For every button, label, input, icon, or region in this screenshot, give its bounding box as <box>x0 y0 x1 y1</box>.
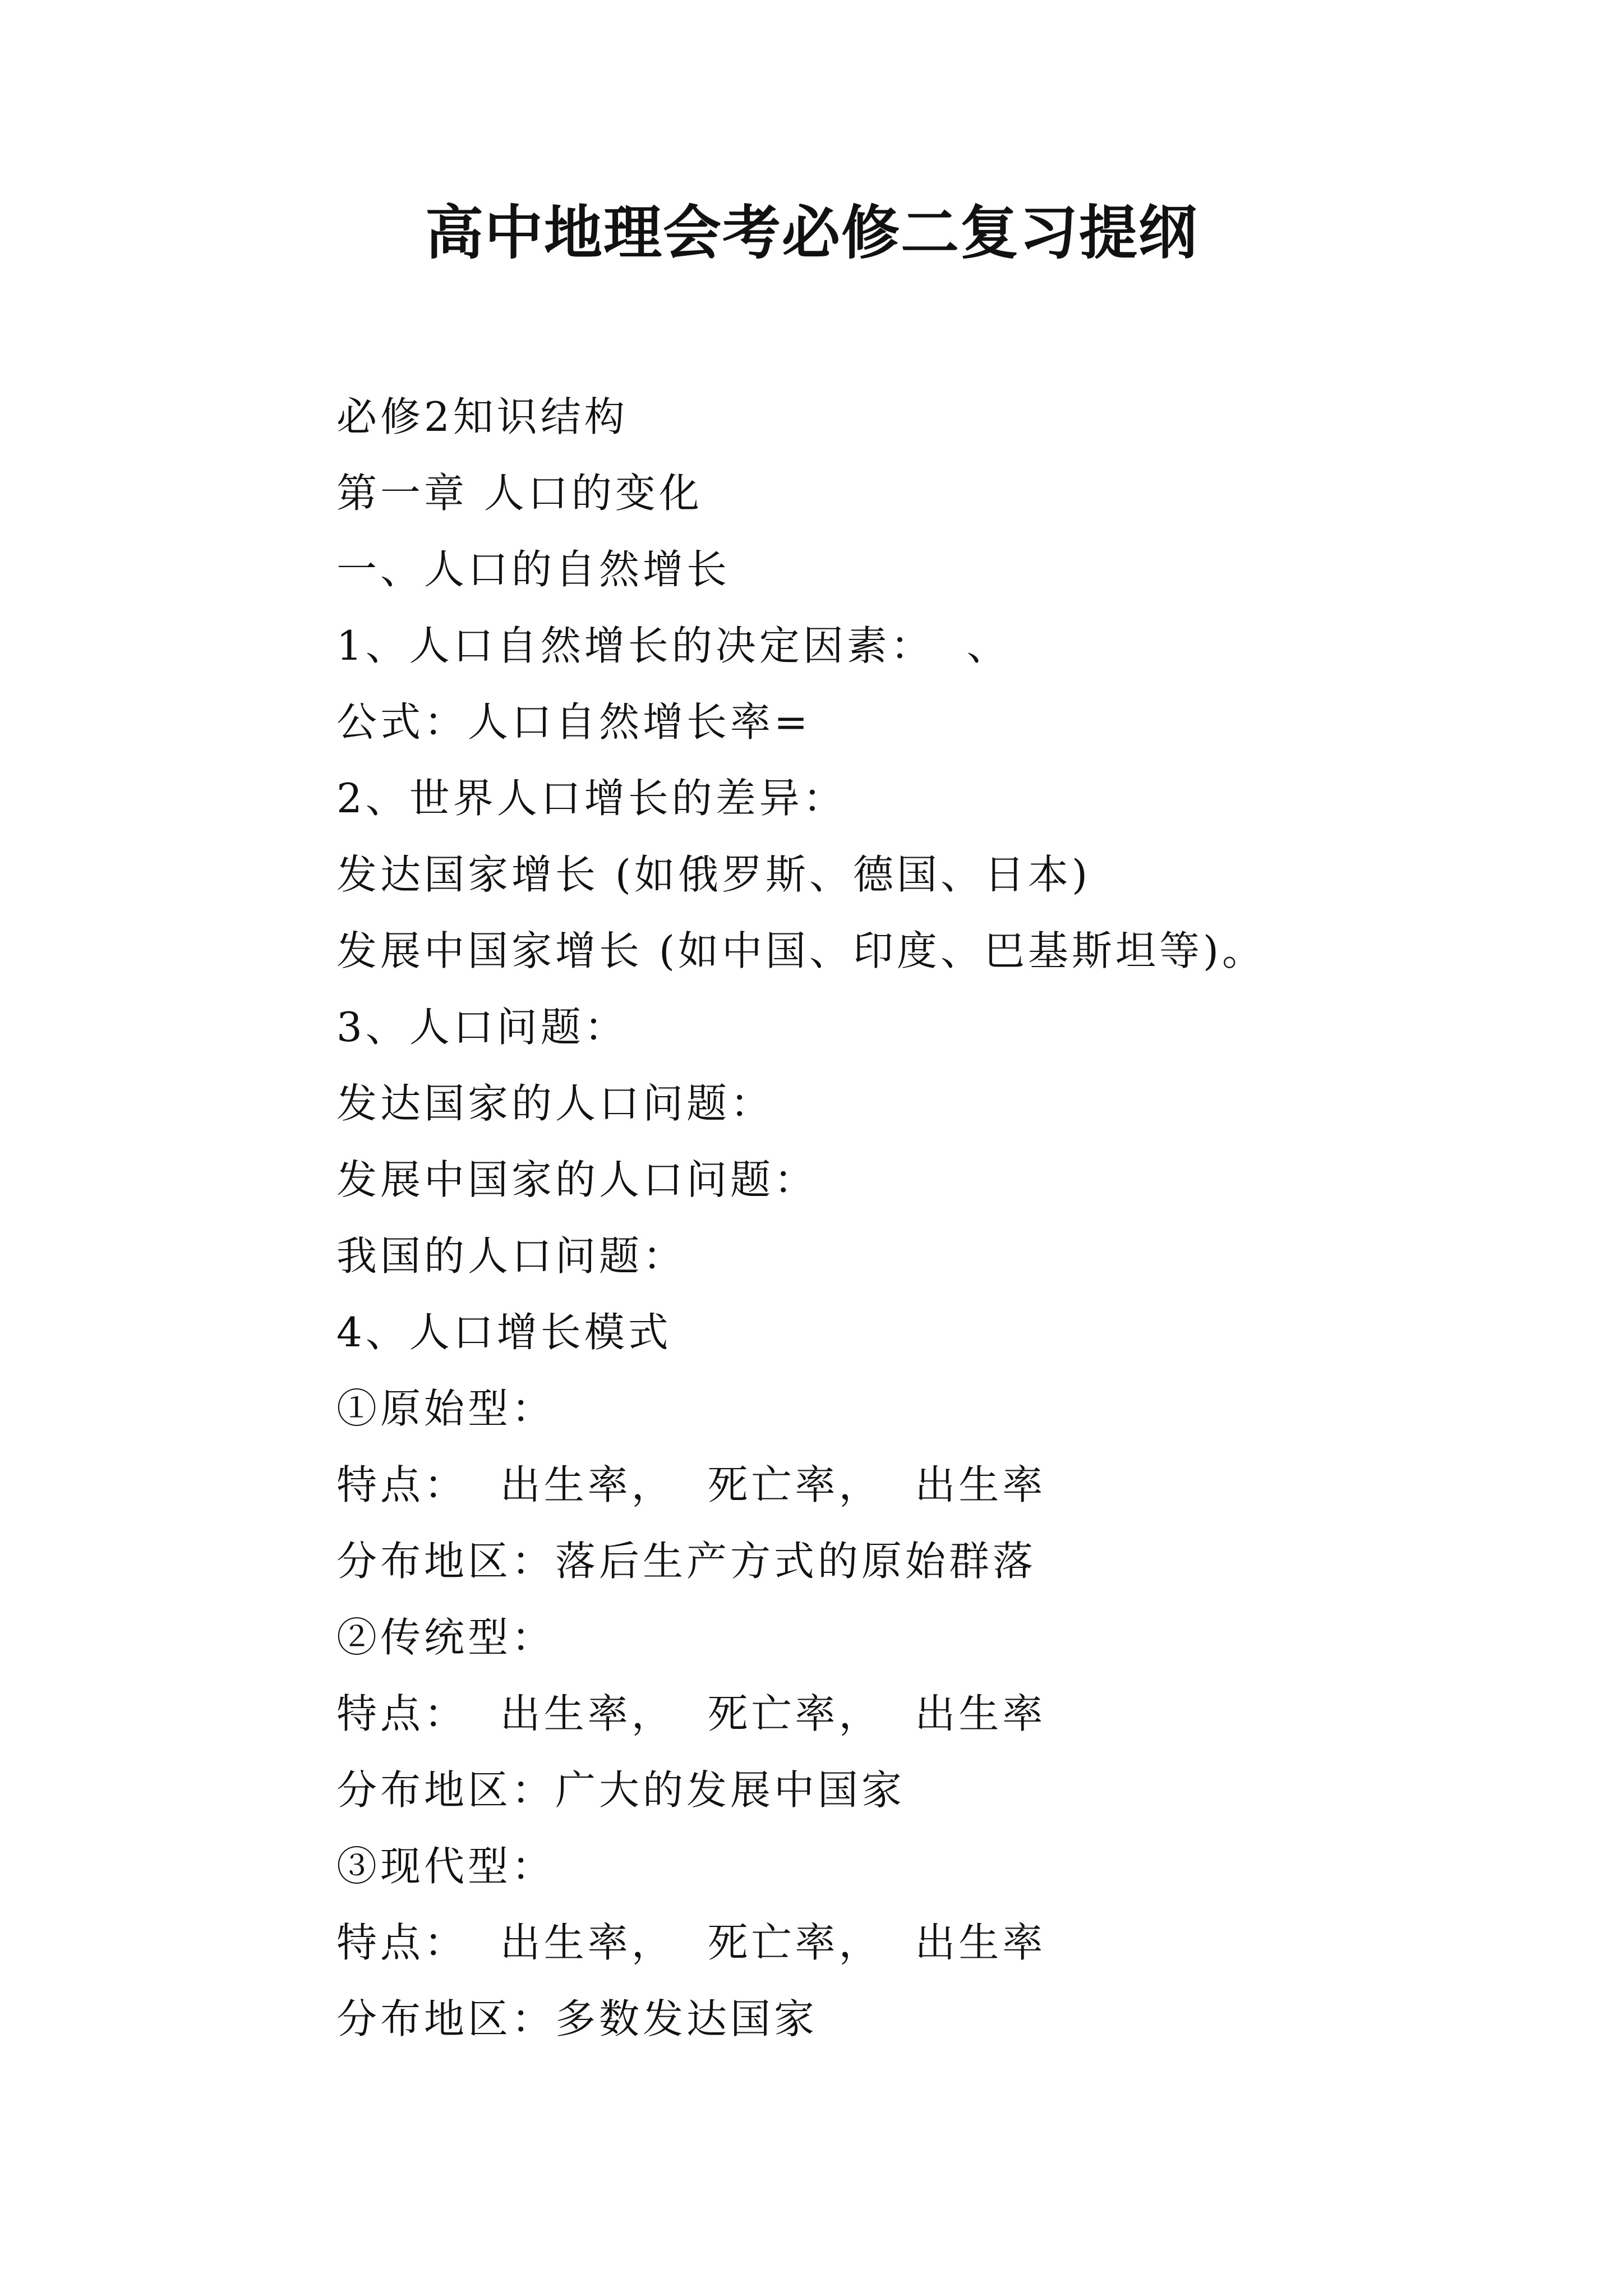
text-line: 特点： 出生率， 死亡率， 出生率 <box>336 1690 1046 1737</box>
text-line: ③现代型： <box>336 1843 556 1890</box>
text-line: 我国的人口问题： <box>336 1232 687 1280</box>
text-line: 特点： 出生率， 死亡率， 出生率 <box>336 1461 1046 1508</box>
text-line: 2、世界人口增长的差异： <box>336 775 847 822</box>
text-line: 发达国家增长 (如俄罗斯、德国、日本) <box>336 851 1091 898</box>
text-line: 发展中国家增长 (如中国、印度、巴基斯坦等)。 <box>336 927 1266 974</box>
text-line: ①原始型： <box>336 1385 556 1432</box>
text-line: 3、人口问题： <box>336 1004 628 1051</box>
text-line: 分布地区：多数发达国家 <box>336 1995 818 2042</box>
text-line: ②传统型： <box>336 1614 556 1661</box>
text-line: 发展中国家的人口问题： <box>336 1156 818 1203</box>
section-heading-natural-growth: 一、人口的自然增长 <box>336 546 731 593</box>
text-line: 特点： 出生率， 死亡率， 出生率 <box>336 1919 1046 1966</box>
chapter-heading: 第一章 人口的变化 <box>336 470 703 517</box>
section-heading-knowledge-structure: 必修2知识结构 <box>336 393 628 440</box>
text-line: 公式：人口自然增长率= <box>336 698 811 746</box>
text-line: 4、人口增长模式 <box>336 1309 672 1356</box>
text-line: 发达国家的人口问题： <box>336 1080 774 1127</box>
document-title: 高中地理会考必修二复习提纲 <box>425 198 1198 267</box>
text-line: 分布地区：广大的发展中国家 <box>336 1766 906 1814</box>
text-line: 1、人口自然增长的决定因素： 、 <box>336 622 1011 669</box>
text-line: 分布地区：落后生产方式的原始群落 <box>336 1538 1037 1585</box>
